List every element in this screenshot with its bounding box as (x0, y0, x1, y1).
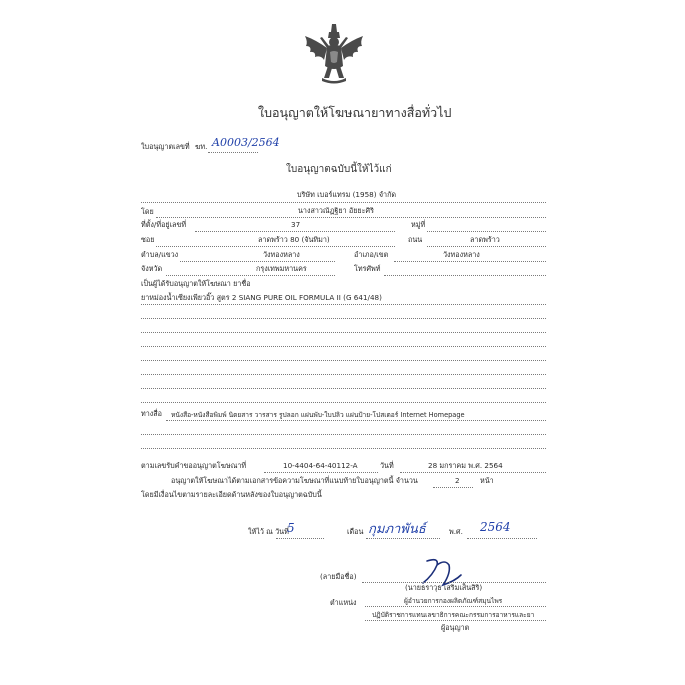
receipt-label: ตามเลขรับคำขออนุญาตโฆษณาที่ (141, 461, 247, 470)
issued-year-value: 2564 (480, 520, 511, 534)
receipt-date-value: 28 มกราคม พ.ศ. 2564 (428, 461, 503, 470)
amphoe-value: วังทองหลาง (443, 250, 480, 259)
tambon-value: วังทองหลาง (263, 250, 300, 259)
issued-month-label: เดือน (347, 527, 364, 536)
license-number-value: A0003/2564 (212, 136, 280, 149)
document-title: ใบอนุญาตให้โฆษณายาทางสื่อทั่วไป (258, 105, 452, 120)
phone-label: โทรศัพท์ (354, 264, 381, 273)
media-label: ทางสื่อ (141, 409, 162, 418)
attachment-text: อนุญาตให้โฆษณาได้ตามเอกสารข้อความโฆษณาที่แนบท้ายใบอนุญาตนี้ จำนวน (171, 476, 418, 485)
tambon-label: ตำบล/แขวง (141, 250, 179, 259)
issued-month-value: กุมภาพันธ์ (368, 522, 426, 537)
house-number-label: ที่ตั้ง/ที่อยู่เลขที่ (141, 220, 187, 229)
approver-role: ผู้อนุญาต (441, 623, 470, 632)
signature-label: (ลายมือชื่อ) (320, 572, 357, 581)
drug-intro: เป็นผู้ได้รับอนุญาตให้โฆษณา ยาชื่อ (141, 279, 251, 288)
document-subtitle: ใบอนุญาตฉบับนี้ให้ไว้แก่ (286, 164, 392, 175)
by-value: นางสาวณัฏฐิยา อัยยะศิริ (298, 206, 374, 215)
soi-value: ลาดพร้าว 80 (จันทิมา) (258, 235, 330, 244)
house-number-value: 37 (291, 220, 301, 229)
by-label: โดย (141, 207, 154, 216)
receipt-value: 10-4404-64-40112-A (283, 461, 358, 470)
signer-name: (นายธราวุธ เสริมเส็นสิริ) (405, 583, 483, 592)
road-label: ถนน (408, 235, 423, 244)
license-number-prefix: ฆท. (195, 142, 208, 151)
position-line-1: ผู้อำนวยการกองผลิตภัณฑ์สมุนไพร (404, 597, 503, 605)
amphoe-label: อำเภอ/เขต (354, 250, 389, 259)
position-line-2: ปฏิบัติราชการแทนเลขาธิการคณะกรรมการอาหารและยา (372, 611, 535, 619)
soi-label: ซอย (141, 235, 155, 244)
license-number-label: ใบอนุญาตเลขที่ (141, 142, 190, 151)
moo-label: หมู่ที่ (411, 220, 426, 229)
conditions-text: โดยมีเงื่อนไขตามรายละเอียดด้านหลังของใบอนุญาตฉบับนี้ (141, 490, 322, 499)
company-name: บริษัท เบอร์แทรม (1958) จำกัด (297, 190, 397, 199)
province-value: กรุงเทพมหานคร (256, 264, 307, 273)
issued-day-value: 5 (287, 521, 295, 535)
receipt-date-label: วันที่ (380, 461, 394, 470)
drug-name: ยาหม่องน้ำเซียงเพียวอิ๊ว สูตร 2 SIANG PURE OIL FORMULA II (G 641/48) (141, 293, 382, 302)
position-label: ตำแหน่ง (330, 598, 357, 607)
attachment-unit: หน้า (480, 476, 494, 485)
attachment-count: 2 (455, 476, 460, 485)
road-value: ลาดพร้าว (470, 235, 500, 244)
province-label: จังหวัด (141, 264, 163, 273)
issued-day-label: ให้ไว้ ณ วันที่ (248, 527, 289, 536)
issued-year-label: พ.ศ. (449, 527, 463, 536)
media-value: หนังสือ-หนังสือพิมพ์ นิตยสาร วารสาร รูปลอก แผ่นพับ-ใบปลิว แผ่นป้าย-โปสเตอร์ Internet Homepage (171, 411, 465, 419)
garuda-emblem-icon (302, 22, 366, 86)
